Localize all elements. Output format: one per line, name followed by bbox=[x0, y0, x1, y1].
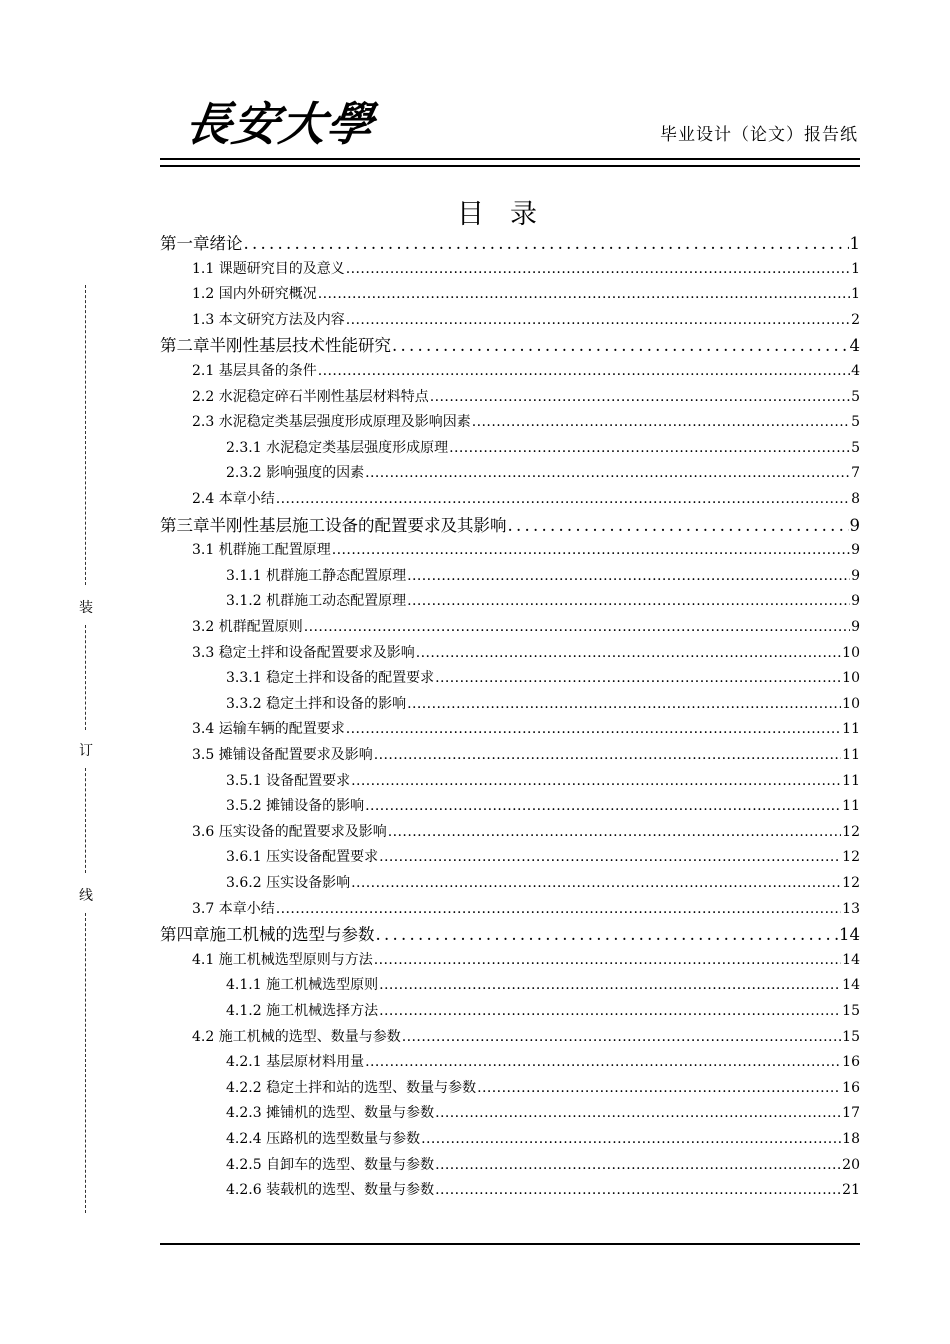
toc-entry[interactable] bbox=[192, 411, 860, 431]
toc-dot-leader bbox=[430, 389, 850, 405]
toc-entry-label: 第三章半刚性基层施工设备的配置要求及其影响 bbox=[160, 515, 507, 535]
toc-dot-leader bbox=[472, 414, 850, 430]
toc-entry[interactable] bbox=[226, 1128, 860, 1148]
toc-entry-label: 2.1 基层具备的条件 bbox=[192, 363, 317, 379]
toc-entry-page: 5 bbox=[851, 414, 860, 431]
toc-entry-page: 10 bbox=[842, 644, 860, 661]
toc-entry-label: 2.3.2 影响强度的因素 bbox=[226, 465, 365, 482]
toc-entry[interactable] bbox=[192, 309, 860, 329]
toc-entry-page: 8 bbox=[851, 491, 860, 507]
toc-entry-page: 4 bbox=[851, 363, 860, 379]
toc-dot-leader bbox=[332, 542, 850, 558]
toc-dot-leader bbox=[276, 901, 841, 917]
toc-entry-label: 4.2.6 装载机的选型、数量与参数 bbox=[226, 1182, 435, 1199]
toc-entry-label: 4.1.2 施工机械选择方法 bbox=[226, 1003, 379, 1019]
toc-entry[interactable] bbox=[226, 974, 860, 994]
toc-entry[interactable] bbox=[192, 488, 860, 508]
toc-entry[interactable] bbox=[160, 230, 860, 254]
toc-dot-leader bbox=[388, 824, 841, 840]
toc-entry-label: 4.2.3 摊铺机的选型、数量与参数 bbox=[226, 1105, 435, 1122]
toc-entry-label: 第二章半刚性基层技术性能研究 bbox=[160, 336, 391, 356]
toc-dot-leader bbox=[365, 798, 841, 814]
toc-entry-label: 3.1 机群施工配置原理 bbox=[192, 542, 331, 559]
binding-line bbox=[78, 285, 94, 1215]
toc-entry-page: 9 bbox=[851, 542, 860, 559]
toc-dot-leader bbox=[421, 1131, 841, 1147]
toc-entry[interactable] bbox=[226, 462, 860, 482]
toc-dot-leader bbox=[346, 312, 850, 328]
toc-entry-page: 9 bbox=[849, 515, 860, 535]
toc-entry-page: 13 bbox=[842, 900, 860, 917]
toc-dot-leader bbox=[449, 440, 850, 456]
toc-dot-leader bbox=[402, 1029, 841, 1045]
binding-dash-segment bbox=[85, 913, 86, 1213]
toc-entry-label: 3.3 稳定土拌和设备配置要求及影响 bbox=[192, 644, 415, 661]
toc-entry-label: 1.3 本文研究方法及内容 bbox=[192, 311, 345, 328]
toc-dot-leader bbox=[304, 619, 850, 635]
toc-entry[interactable] bbox=[226, 667, 860, 687]
toc-entry-label: 4.2.4 压路机的选型数量与参数 bbox=[226, 1131, 421, 1147]
toc-entry[interactable] bbox=[160, 921, 860, 945]
toc-entry-label: 第四章施工机械的选型与参数 bbox=[160, 925, 375, 945]
toc-entry[interactable] bbox=[226, 693, 860, 713]
toc-dot-leader bbox=[508, 516, 849, 535]
toc-dot-leader bbox=[379, 1003, 841, 1019]
toc-dot-leader bbox=[318, 363, 850, 379]
toc-entry[interactable] bbox=[226, 1102, 860, 1122]
binding-dash-segment bbox=[85, 625, 86, 730]
toc-entry[interactable] bbox=[226, 1077, 860, 1097]
toc-entry-page: 11 bbox=[842, 721, 860, 738]
header-rule-bottom bbox=[160, 165, 860, 167]
toc-entry[interactable] bbox=[192, 949, 860, 969]
toc-dot-leader bbox=[374, 747, 841, 763]
toc-entry-page: 9 bbox=[851, 593, 860, 610]
toc-entry[interactable] bbox=[226, 1179, 860, 1199]
toc-dot-leader bbox=[244, 234, 849, 253]
toc-entry[interactable] bbox=[192, 283, 860, 303]
toc-entry-page: 11 bbox=[842, 798, 860, 815]
toc-entry[interactable] bbox=[192, 616, 860, 636]
toc-entry-page: 5 bbox=[851, 388, 860, 405]
binding-dash-segment bbox=[85, 285, 86, 585]
toc-entry-label: 4.1 施工机械选型原则与方法 bbox=[192, 951, 373, 968]
page-title: 目录 bbox=[457, 199, 563, 230]
toc-entry[interactable] bbox=[192, 360, 860, 380]
toc-entry-page: 11 bbox=[842, 747, 860, 763]
toc-dot-leader bbox=[435, 1182, 841, 1198]
toc-entry[interactable] bbox=[192, 744, 860, 764]
toc-dot-leader bbox=[379, 977, 841, 993]
toc-entry-page: 18 bbox=[842, 1131, 860, 1147]
toc-entry-page: 14 bbox=[839, 925, 860, 945]
toc-dot-leader bbox=[374, 952, 841, 968]
toc-entry-page: 12 bbox=[842, 823, 860, 840]
toc-dot-leader bbox=[276, 491, 850, 507]
toc-entry-label: 3.6.1 压实设备配置要求 bbox=[226, 849, 379, 866]
toc-entry[interactable] bbox=[226, 565, 860, 585]
toc-entry[interactable] bbox=[192, 386, 860, 406]
toc-entry-label: 2.3 水泥稳定类基层强度形成原理及影响因素 bbox=[192, 414, 471, 431]
toc-entry-label: 3.3.2 稳定土拌和设备的影响 bbox=[226, 695, 407, 712]
toc-entry-page: 10 bbox=[842, 695, 860, 712]
toc-dot-leader bbox=[365, 1054, 841, 1070]
toc-entry[interactable] bbox=[226, 1154, 860, 1174]
toc-dot-leader bbox=[392, 336, 849, 355]
toc-entry[interactable] bbox=[192, 821, 860, 841]
footer-rule bbox=[160, 1243, 860, 1245]
toc-entry-label: 4.2.2 稳定土拌和站的选型、数量与参数 bbox=[226, 1079, 477, 1096]
toc-entry[interactable] bbox=[226, 872, 860, 892]
toc-dot-leader bbox=[435, 1157, 841, 1173]
toc-entry[interactable] bbox=[226, 795, 860, 815]
toc-entry-page: 14 bbox=[842, 977, 860, 994]
toc-entry[interactable] bbox=[226, 1000, 860, 1020]
toc-dot-leader bbox=[365, 465, 850, 481]
toc-dot-leader bbox=[435, 1105, 841, 1121]
toc-entry-label: 4.2.5 自卸车的选型、数量与参数 bbox=[226, 1156, 435, 1173]
toc-entry-page: 17 bbox=[842, 1105, 860, 1122]
toc-dot-leader bbox=[346, 261, 850, 277]
toc-dot-leader bbox=[407, 593, 850, 609]
toc-entry-label: 3.5.1 设备配置要求 bbox=[226, 772, 351, 789]
toc-entry-label: 3.1.2 机群施工动态配置原理 bbox=[226, 593, 407, 610]
toc-entry[interactable] bbox=[226, 590, 860, 610]
toc-dot-leader bbox=[351, 773, 841, 789]
toc-dot-leader bbox=[318, 286, 850, 302]
toc-entry-label: 3.2 机群配置原则 bbox=[192, 619, 303, 635]
toc-entry-label: 3.5.2 摊铺设备的影响 bbox=[226, 798, 365, 815]
toc-entry[interactable] bbox=[226, 1051, 860, 1071]
toc-entry-label: 3.6.2 压实设备影响 bbox=[226, 875, 351, 891]
toc-dot-leader bbox=[416, 645, 841, 661]
toc-entry-page: 16 bbox=[842, 1079, 860, 1096]
toc-entry[interactable] bbox=[192, 539, 860, 559]
binding-mark-xian: 线 bbox=[79, 888, 93, 904]
toc-entry[interactable] bbox=[226, 846, 860, 866]
toc-entry-page: 14 bbox=[842, 951, 860, 968]
toc-entry-page: 9 bbox=[851, 619, 860, 635]
toc-entry-page: 4 bbox=[849, 336, 860, 356]
toc-entry-label: 第一章绪论 bbox=[160, 234, 243, 253]
toc-dot-leader bbox=[346, 721, 841, 737]
toc-entry-label: 4.2 施工机械的选型、数量与参数 bbox=[192, 1028, 401, 1045]
toc-entry[interactable] bbox=[192, 1026, 860, 1046]
toc-entry-label: 3.1.1 机群施工静态配置原理 bbox=[226, 567, 407, 584]
toc-entry-page: 1 bbox=[851, 286, 860, 303]
toc-entry-page: 5 bbox=[851, 439, 860, 456]
toc-entry-label: 2.3.1 水泥稳定类基层强度形成原理 bbox=[226, 439, 449, 456]
toc-dot-leader bbox=[407, 568, 850, 584]
toc-entry-page: 11 bbox=[842, 772, 860, 789]
toc-entry-page: 15 bbox=[842, 1003, 860, 1019]
toc-dot-leader bbox=[407, 696, 841, 712]
toc-dot-leader bbox=[351, 875, 841, 891]
toc-entry-page: 16 bbox=[842, 1054, 860, 1071]
toc-entry-page: 10 bbox=[842, 670, 860, 687]
toc-entry-label: 3.6 压实设备的配置要求及影响 bbox=[192, 823, 387, 840]
toc-entry-label: 3.4 运输车辆的配置要求 bbox=[192, 721, 345, 738]
toc-dot-leader bbox=[435, 670, 841, 686]
toc-entry[interactable] bbox=[160, 332, 860, 356]
toc-entry-label: 3.3.1 稳定土拌和设备的配置要求 bbox=[226, 670, 435, 687]
binding-dash-segment bbox=[85, 768, 86, 873]
binding-mark-zhuang: 装 bbox=[79, 600, 93, 616]
toc-entry[interactable] bbox=[192, 642, 860, 662]
toc-entry-page: 15 bbox=[842, 1028, 860, 1045]
toc-dot-leader bbox=[477, 1080, 841, 1096]
toc-entry-label: 2.4 本章小结 bbox=[192, 491, 275, 507]
toc-entry-page: 21 bbox=[842, 1182, 860, 1199]
toc-entry[interactable] bbox=[160, 512, 860, 536]
toc-entry-page: 1 bbox=[851, 260, 860, 277]
university-logo: 長安大學 bbox=[181, 97, 378, 151]
toc-dot-leader bbox=[376, 925, 839, 944]
toc-entry-page: 9 bbox=[851, 567, 860, 584]
toc-entry-label: 2.2 水泥稳定碎石半刚性基层材料特点 bbox=[192, 388, 429, 405]
toc-entry[interactable] bbox=[226, 770, 860, 790]
toc-entry-page: 7 bbox=[851, 465, 860, 482]
toc-entry[interactable] bbox=[192, 258, 860, 278]
toc-entry[interactable] bbox=[192, 898, 860, 918]
header-rule-top bbox=[160, 158, 860, 160]
toc-entry-label: 3.5 摊铺设备配置要求及影响 bbox=[192, 747, 373, 763]
toc-dot-leader bbox=[379, 849, 841, 865]
toc-entry[interactable] bbox=[226, 437, 860, 457]
toc-entry-page: 1 bbox=[849, 234, 860, 253]
toc-entry-label: 4.2.1 基层原材料用量 bbox=[226, 1054, 365, 1071]
toc-entry-label: 3.7 本章小结 bbox=[192, 900, 275, 917]
toc-entry-page: 20 bbox=[842, 1156, 860, 1173]
toc-entry-page: 2 bbox=[851, 311, 860, 328]
toc-entry-page: 12 bbox=[842, 875, 860, 891]
toc-entry-label: 1.2 国内外研究概况 bbox=[192, 286, 317, 303]
toc-entry-label: 1.1 课题研究目的及意义 bbox=[192, 260, 345, 277]
toc-entry-page: 12 bbox=[842, 849, 860, 866]
toc-entry-label: 4.1.1 施工机械选型原则 bbox=[226, 977, 379, 994]
binding-mark-ding: 订 bbox=[79, 743, 93, 759]
toc-entry[interactable] bbox=[192, 718, 860, 738]
header-caption: 毕业设计（论文）报告纸 bbox=[660, 125, 858, 145]
